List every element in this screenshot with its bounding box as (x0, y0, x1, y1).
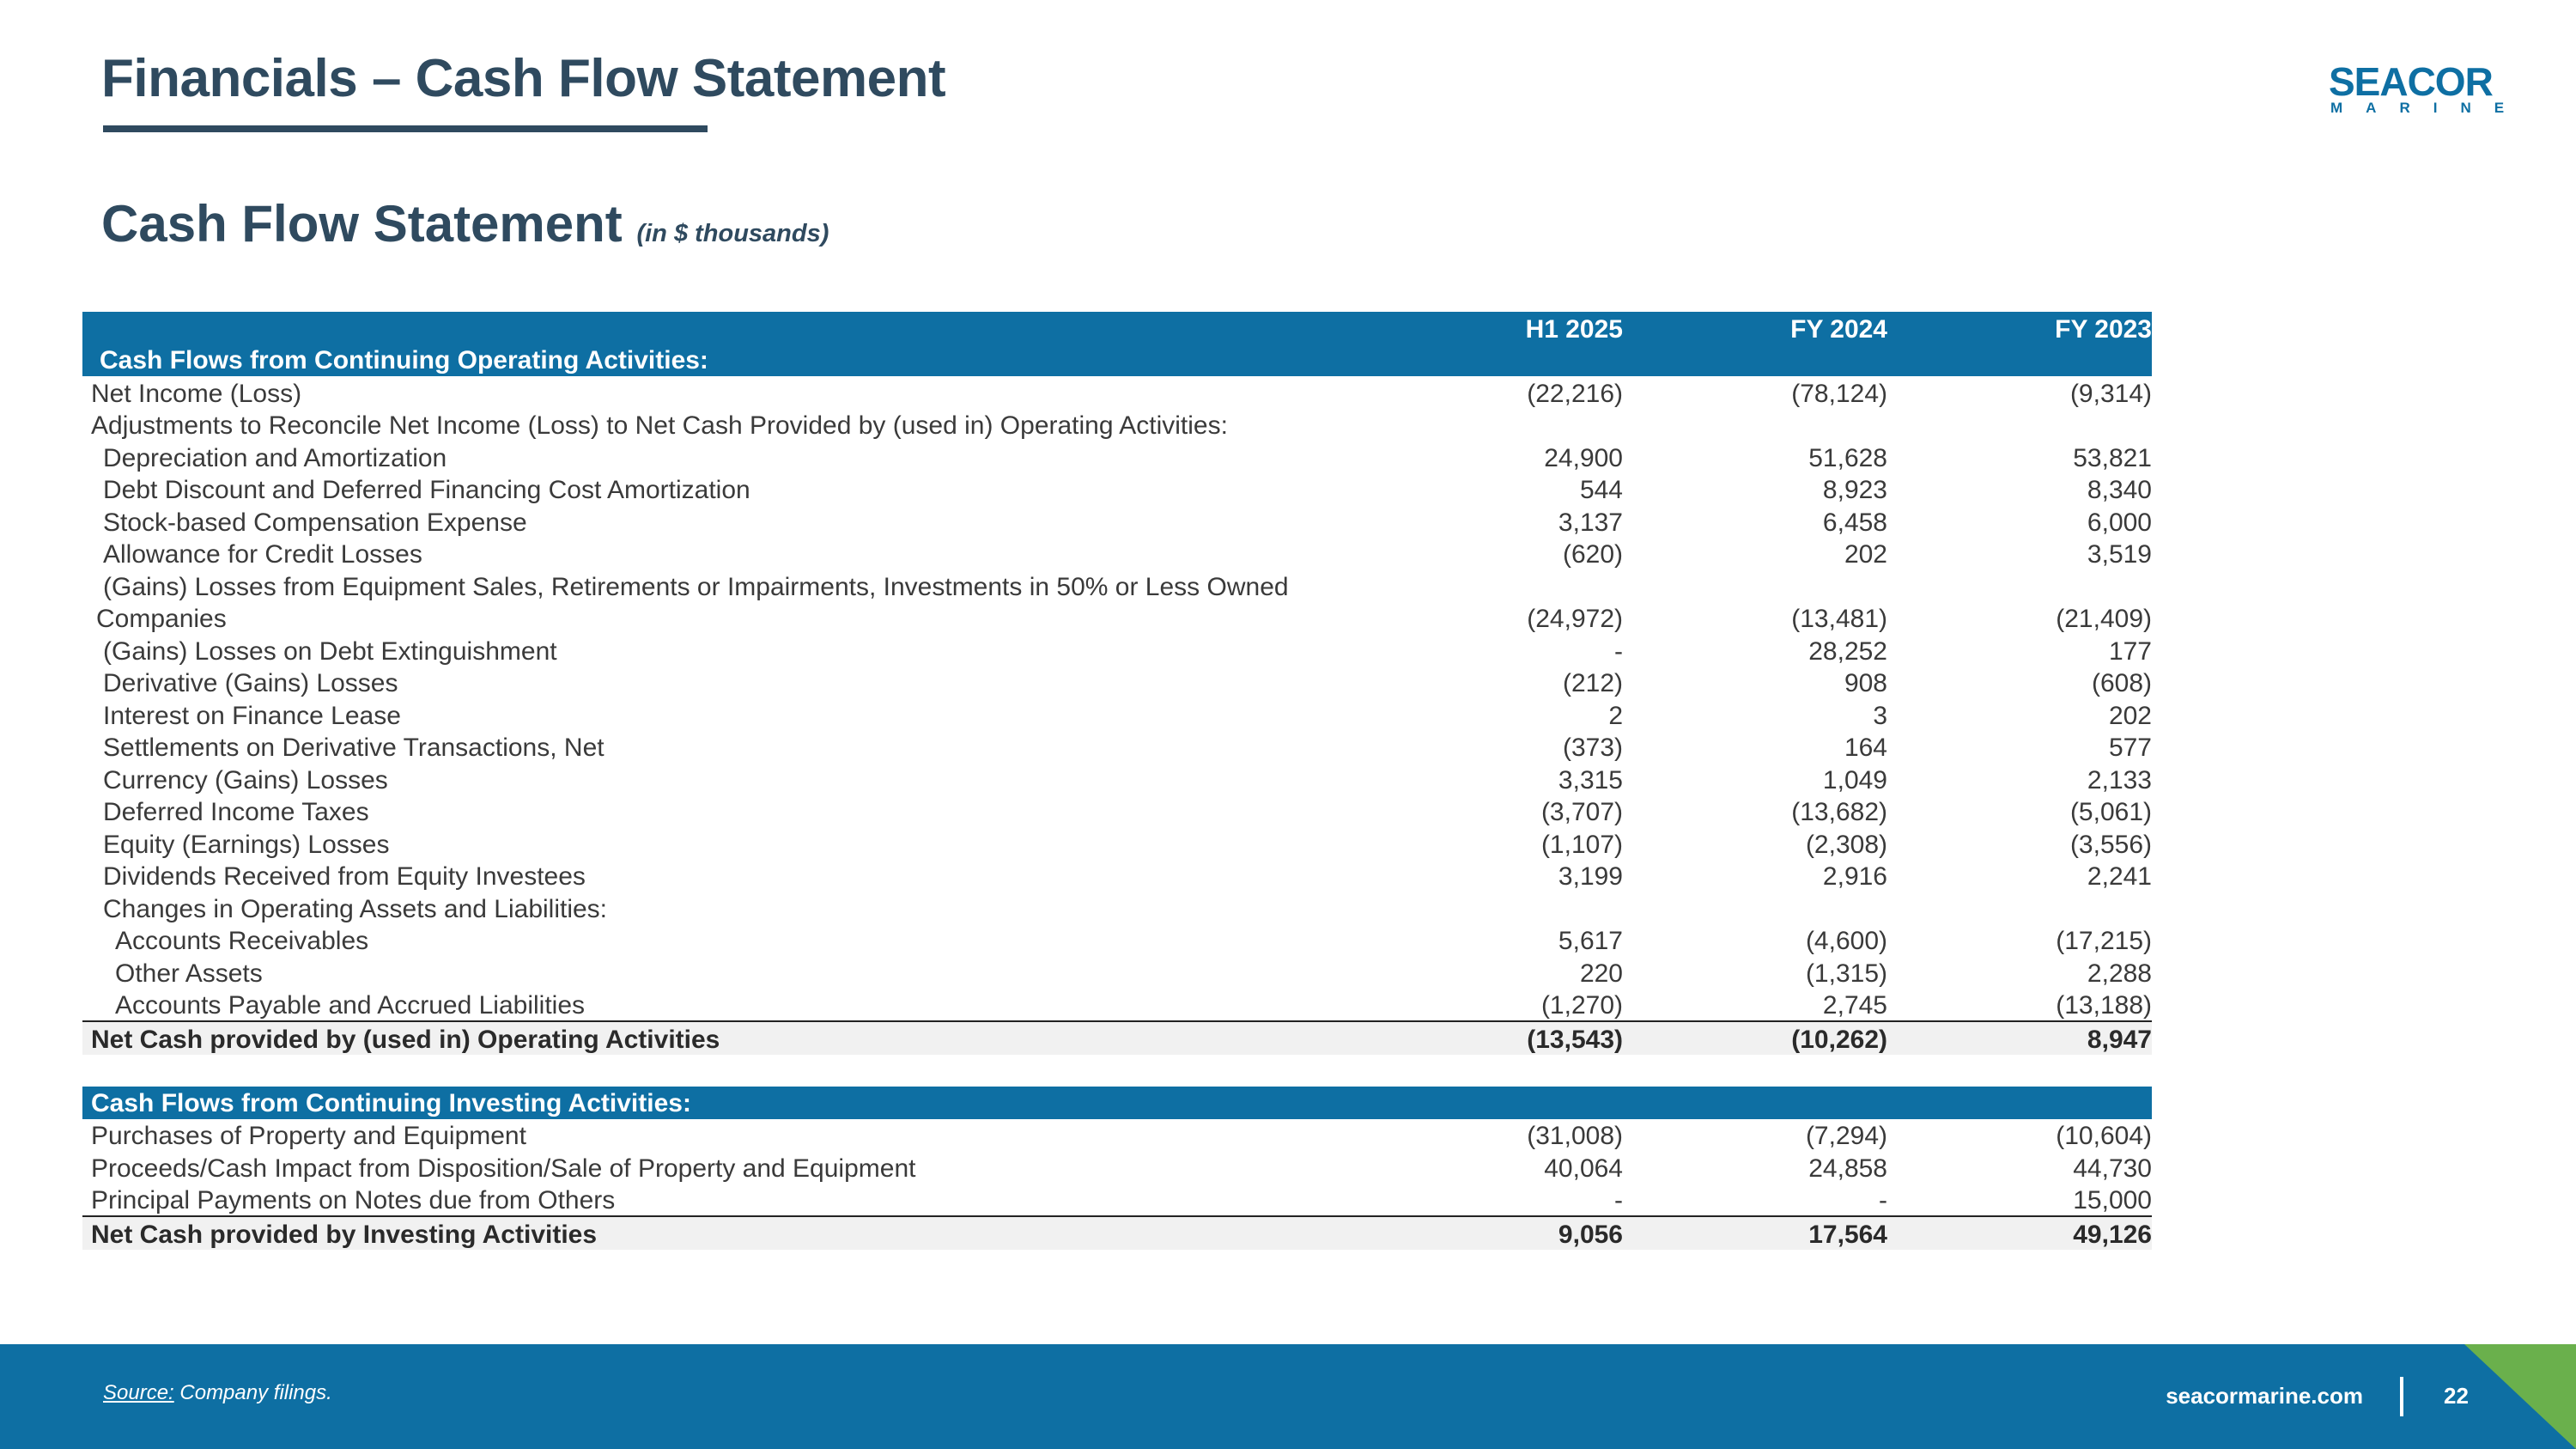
row-label: Depreciation and Amortization (103, 443, 447, 472)
row-label: Currency (Gains) Losses (103, 765, 388, 795)
cell-fy-2023: (10,604) (2056, 1122, 2152, 1150)
cell-h1-2025: 2 (1608, 701, 1623, 730)
cell-h1-2025: 544 (1579, 476, 1623, 504)
page-number: 22 (2444, 1383, 2469, 1409)
table-row (82, 698, 2152, 731)
table-row (82, 924, 2152, 957)
source-text: Company filings. (173, 1381, 332, 1404)
table-row (82, 827, 2152, 860)
cell-fy-2024: 51,628 (1808, 443, 1887, 472)
website-link[interactable]: seacormarine.com (2166, 1383, 2363, 1409)
table-row (82, 956, 2152, 989)
cell-fy-2023: 2,133 (2087, 765, 2152, 795)
row-label: Deferred Income Taxes (103, 798, 369, 826)
cell-fy-2023: 2,241 (2087, 862, 2152, 891)
table-row (82, 892, 2152, 924)
row-label: Dividends Received from Equity Investees (103, 862, 586, 891)
table-row (82, 1184, 2152, 1216)
cell-h1-2025: 24,900 (1544, 443, 1623, 472)
row-label: Net Income (Loss) (91, 379, 302, 408)
cell-h1-2025: 3,199 (1558, 862, 1623, 891)
cell-fy-2023: 202 (2108, 701, 2152, 730)
row-label: Stock-based Compensation Expense (103, 508, 527, 537)
footer-bar (0, 1344, 2576, 1449)
table-row (82, 731, 2152, 764)
cell-fy-2024: 2,745 (1822, 991, 1887, 1020)
cell-h1-2025: (1,107) (1540, 830, 1623, 859)
table-row (82, 795, 2152, 828)
cell-fy-2023: 3,519 (2087, 540, 2152, 569)
table-row (82, 409, 2152, 441)
section-title-unit: (in $ thousands) (636, 220, 829, 247)
section-title (101, 194, 829, 253)
cell-fy-2023: 8,947 (2087, 1025, 2152, 1054)
logo-subtext: MARINE (2330, 100, 2528, 116)
column-header-fy-2024: FY 2024 (1790, 315, 1887, 344)
table-row (82, 860, 2152, 892)
cell-h1-2025: 220 (1579, 959, 1623, 988)
column-header-fy-2023: FY 2023 (2055, 315, 2152, 344)
investing-section-header: Cash Flows from Continuing Investing Activities: (91, 1088, 691, 1117)
cell-fy-2024: (78,124) (1791, 379, 1887, 408)
cell-fy-2023: (5,061) (2069, 798, 2152, 826)
cell-fy-2024: 1,049 (1822, 765, 1887, 795)
row-label: Companies (96, 605, 227, 633)
cell-h1-2025: (31,008) (1527, 1122, 1623, 1150)
row-label: Adjustments to Reconcile Net Income (Loss) to Net Cash Provided by (used in) Operating Activities: (91, 411, 1228, 440)
row-label: (Gains) Losses on Debt Extinguishment (103, 636, 557, 666)
section-title-text: Cash Flow Statement (101, 195, 623, 253)
table-row (82, 473, 2152, 506)
cell-fy-2024: 8,923 (1822, 476, 1887, 504)
row-label: Purchases of Property and Equipment (91, 1122, 526, 1150)
cell-fy-2024: - (1879, 1186, 1887, 1215)
cell-h1-2025: 40,064 (1544, 1154, 1623, 1183)
table-row (82, 667, 2152, 699)
row-label: Accounts Payable and Accrued Liabilities (115, 991, 586, 1020)
cell-fy-2023: 15,000 (2073, 1186, 2152, 1215)
cell-fy-2024: (1,315) (1805, 959, 1887, 988)
cell-fy-2024: (4,600) (1805, 927, 1887, 955)
cell-h1-2025: 9,056 (1558, 1220, 1623, 1249)
table-row (82, 376, 2152, 409)
row-label: Other Assets (115, 959, 263, 988)
cell-fy-2023: 577 (2108, 734, 2152, 762)
cell-fy-2023: (13,188) (2056, 991, 2152, 1020)
cell-fy-2024: 17,564 (1808, 1220, 1887, 1249)
table-row (82, 538, 2152, 570)
table-row (82, 505, 2152, 538)
row-label: Derivative (Gains) Losses (103, 669, 398, 697)
cell-h1-2025: (3,707) (1540, 798, 1623, 826)
cell-fy-2023: 44,730 (2073, 1154, 2152, 1183)
table-row (82, 1151, 2152, 1184)
operating-rows (82, 376, 2152, 1020)
investing-section-header-row (82, 1087, 2152, 1119)
cell-h1-2025: 3,315 (1558, 765, 1623, 795)
cell-h1-2025: (620) (1562, 540, 1623, 569)
cell-fy-2023: (3,556) (2069, 830, 2152, 859)
column-header-h1-2025: H1 2025 (1525, 315, 1623, 344)
table-row (82, 763, 2152, 795)
row-label: Net Cash provided by (used in) Operating Activities (91, 1025, 720, 1054)
table-row (82, 1119, 2152, 1152)
row-label: Changes in Operating Assets and Liabilities: (103, 894, 608, 923)
cell-fy-2024: (10,262) (1791, 1025, 1887, 1054)
cell-h1-2025: 3,137 (1558, 508, 1623, 537)
cell-fy-2024: 202 (1844, 540, 1887, 569)
cell-fy-2023: 53,821 (2073, 443, 2152, 472)
cell-fy-2024: 24,858 (1808, 1154, 1887, 1183)
cell-h1-2025: - (1614, 1186, 1623, 1215)
cell-h1-2025: (212) (1562, 669, 1623, 697)
cell-fy-2023: 49,126 (2073, 1220, 2152, 1249)
row-label: Interest on Finance Lease (103, 701, 401, 730)
footer-divider (2400, 1377, 2403, 1416)
logo-wordmark: SEACOR (2329, 59, 2493, 104)
cell-fy-2024: 908 (1844, 669, 1887, 697)
investing-total-row (82, 1215, 2152, 1250)
table-row (82, 441, 2152, 473)
cell-fy-2024: 164 (1844, 734, 1887, 762)
cell-h1-2025: (22,216) (1527, 379, 1623, 408)
seacor-marine-logo (2329, 59, 2528, 117)
cell-h1-2025: (373) (1562, 734, 1623, 762)
column-headers (1358, 315, 2152, 344)
cell-fy-2024: 2,916 (1822, 862, 1887, 891)
row-label: Debt Discount and Deferred Financing Cost Amortization (103, 476, 750, 504)
cell-fy-2023: (608) (2091, 669, 2152, 697)
table-row (82, 602, 2152, 635)
table-row (82, 989, 2152, 1021)
row-label: Proceeds/Cash Impact from Disposition/Sale of Property and Equipment (91, 1154, 916, 1183)
cell-h1-2025: (24,972) (1527, 605, 1623, 633)
table-header-row (82, 312, 2152, 376)
table-row (82, 634, 2152, 667)
section-spacer (82, 1055, 2152, 1087)
row-label: Principal Payments on Notes due from Others (91, 1186, 616, 1215)
cell-h1-2025: (13,543) (1527, 1025, 1623, 1054)
cell-fy-2023: 2,288 (2087, 959, 2152, 988)
investing-rows (82, 1119, 2152, 1216)
cell-fy-2024: (2,308) (1805, 830, 1887, 859)
cell-fy-2023: (21,409) (2056, 605, 2152, 633)
row-label: Equity (Earnings) Losses (103, 830, 390, 859)
page-title: Financials – Cash Flow Statement (101, 49, 946, 108)
row-label: (Gains) Losses from Equipment Sales, Retirements or Impairments, Investments in 50% or Less Owned (103, 572, 1289, 601)
cell-fy-2024: 3 (1873, 701, 1887, 730)
cell-h1-2025: (1,270) (1540, 991, 1623, 1020)
cell-fy-2024: (13,481) (1791, 605, 1887, 633)
title-underline (103, 125, 708, 132)
cell-fy-2024: 6,458 (1822, 508, 1887, 537)
row-label: Settlements on Derivative Transactions, Net (103, 734, 605, 762)
cell-fy-2024: (13,682) (1791, 798, 1887, 826)
cell-fy-2023: (17,215) (2056, 927, 2152, 955)
cell-fy-2024: (7,294) (1805, 1122, 1887, 1150)
source-note (103, 1381, 332, 1405)
table-row (82, 569, 2152, 602)
cash-flow-table (82, 312, 2152, 1250)
row-label: Allowance for Credit Losses (103, 540, 422, 569)
row-label: Accounts Receivables (115, 927, 369, 955)
cell-fy-2023: 8,340 (2087, 476, 2152, 504)
cell-h1-2025: - (1614, 636, 1623, 666)
row-label: Net Cash provided by Investing Activities (91, 1220, 598, 1249)
cell-fy-2023: 177 (2108, 636, 2152, 666)
corner-accent-triangle (2464, 1344, 2576, 1449)
source-label: Source: (103, 1381, 174, 1404)
cell-h1-2025: 5,617 (1558, 927, 1623, 955)
operating-section-header: Cash Flows from Continuing Operating Activities: (100, 346, 708, 374)
cell-fy-2024: 28,252 (1808, 636, 1887, 666)
cell-fy-2023: (9,314) (2069, 379, 2152, 408)
operating-total-row (82, 1020, 2152, 1055)
cell-fy-2023: 6,000 (2087, 508, 2152, 537)
